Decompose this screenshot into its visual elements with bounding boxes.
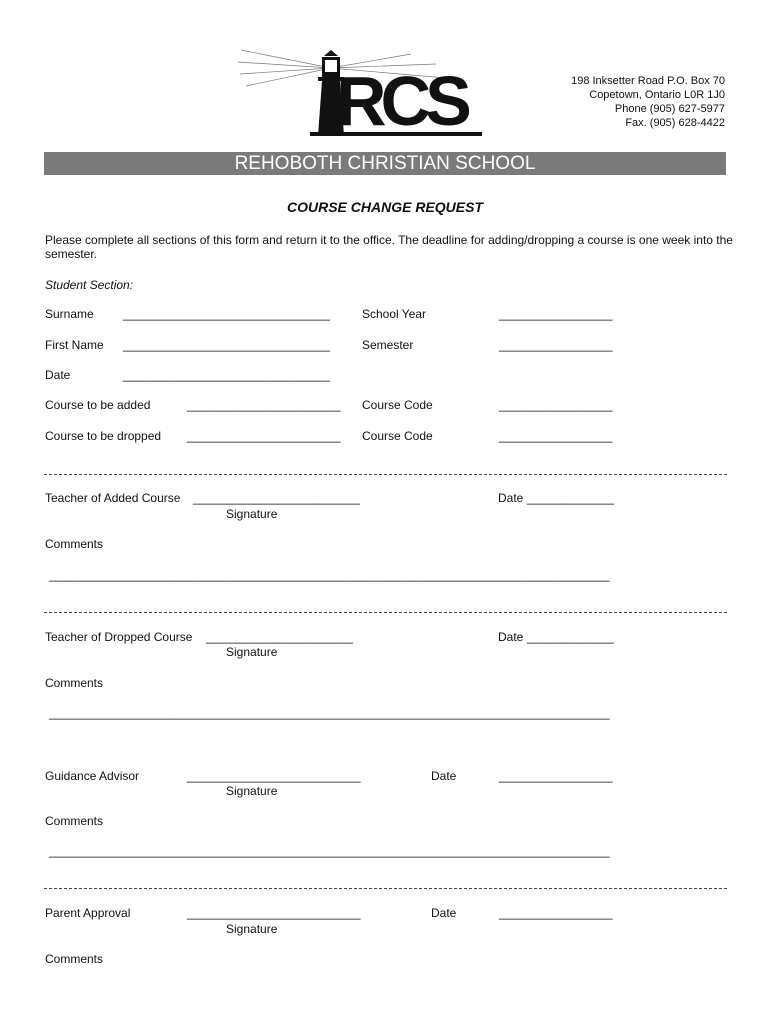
- guidance-comments-field[interactable]: ____________________________________________________________________________________: [49, 844, 610, 858]
- address-line-2: Copetown, Ontario L0R 1J0: [589, 89, 725, 101]
- teacher-added-signature-caption: Signature: [226, 507, 278, 521]
- parent-date-label: Date: [431, 906, 457, 920]
- guidance-date-label: Date: [431, 769, 457, 783]
- teacher-added-date-field[interactable]: _____________: [527, 491, 614, 505]
- guidance-label: Guidance Advisor: [45, 769, 140, 783]
- guidance-signature-field[interactable]: __________________________: [187, 769, 361, 783]
- address-line-1: 198 Inksetter Road P.O. Box 70: [571, 75, 725, 87]
- semester-field[interactable]: _________________: [499, 338, 613, 352]
- intro-text: Please complete all sections of this form and return it to the office. The deadline for adding/dropping a course is one week into the semester.: [45, 233, 733, 261]
- date-label: Date: [45, 368, 71, 382]
- form-title: COURSE CHANGE REQUEST: [286, 199, 484, 215]
- divider: [44, 888, 727, 889]
- divider: [44, 474, 727, 475]
- teacher-added-date-label: Date: [498, 491, 524, 505]
- guidance-comments-label: Comments: [45, 814, 104, 828]
- school-year-field[interactable]: _________________: [499, 307, 613, 321]
- parent-comments-label: Comments: [45, 952, 104, 966]
- school-address: [571, 74, 725, 130]
- teacher-dropped-date-field[interactable]: _____________: [527, 630, 614, 644]
- parent-date-field[interactable]: _________________: [499, 906, 613, 920]
- student-section-heading: Student Section:: [45, 278, 134, 292]
- fax-number: Fax. (905) 628-4422: [625, 117, 725, 129]
- teacher-dropped-date-label: Date: [498, 630, 524, 644]
- course-dropped-label: Course to be dropped: [45, 429, 162, 443]
- logo-text: RCS: [336, 62, 466, 140]
- surname-field[interactable]: _______________________________: [123, 307, 330, 321]
- guidance-signature-caption: Signature: [226, 784, 278, 798]
- semester-label: Semester: [362, 338, 414, 352]
- first-name-field[interactable]: _______________________________: [123, 338, 330, 352]
- phone-number: Phone (905) 627-5977: [614, 103, 725, 115]
- teacher-dropped-signature-field[interactable]: ______________________: [206, 630, 353, 644]
- teacher-dropped-comments-label: Comments: [45, 676, 104, 690]
- course-added-field[interactable]: _______________________: [187, 398, 341, 412]
- course-code-added-label: Course Code: [362, 398, 433, 412]
- school-name-banner: REHOBOTH CHRISTIAN SCHOOL: [44, 152, 726, 175]
- date-field[interactable]: _______________________________: [123, 368, 330, 382]
- first-name-label: First Name: [45, 338, 104, 352]
- guidance-date-field[interactable]: _________________: [499, 769, 613, 783]
- surname-label: Surname: [45, 307, 94, 321]
- course-added-label: Course to be added: [45, 398, 151, 412]
- school-logo: [236, 44, 486, 144]
- course-code-added-field[interactable]: _________________: [499, 398, 613, 412]
- teacher-dropped-signature-caption: Signature: [226, 645, 278, 659]
- teacher-added-label: Teacher of Added Course: [45, 491, 181, 505]
- course-dropped-field[interactable]: _______________________: [187, 429, 341, 443]
- teacher-added-comments-label: Comments: [45, 537, 104, 551]
- teacher-dropped-comments-field[interactable]: ____________________________________________________________________________________: [49, 706, 610, 720]
- parent-signature-caption: Signature: [226, 922, 278, 936]
- parent-signature-field[interactable]: __________________________: [187, 906, 361, 920]
- course-code-dropped-label: Course Code: [362, 429, 433, 443]
- divider: [44, 612, 727, 613]
- teacher-added-comments-field[interactable]: ____________________________________________________________________________________: [49, 568, 610, 582]
- parent-label: Parent Approval: [45, 906, 131, 920]
- course-code-dropped-field[interactable]: _________________: [499, 429, 613, 443]
- teacher-added-signature-field[interactable]: _________________________: [193, 491, 360, 505]
- teacher-dropped-label: Teacher of Dropped Course: [45, 630, 193, 644]
- school-year-label: School Year: [362, 307, 427, 321]
